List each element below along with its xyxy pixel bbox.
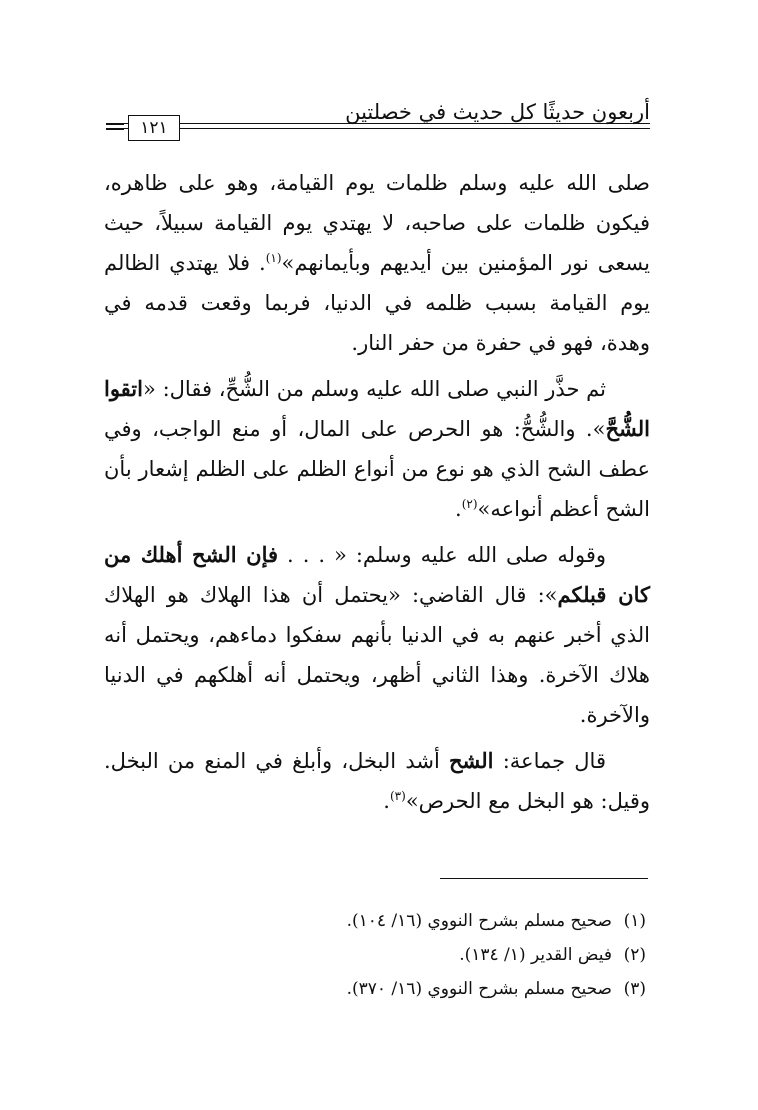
footnote-number: (٣) bbox=[623, 979, 646, 999]
paragraph-text: وقوله صلى الله عليه وسلم: « . . . bbox=[278, 543, 607, 567]
footnote-separator bbox=[440, 878, 648, 879]
footnote-ref-2: (٢) bbox=[461, 497, 478, 511]
paragraph-text: قال جماعة: bbox=[493, 749, 606, 773]
paragraph-text: صلى الله عليه وسلم ظلمات يوم القيامة، وهو على ظاهره، فيكون ظلمات على صاحبه، لا يهتدي يوم القيامة سبيلاً، حيث يسعى نور المؤمنين بين أيديهم وبأيمانهم» bbox=[104, 171, 650, 275]
footnote-number: (٢) bbox=[623, 945, 646, 965]
footnote-text: صحيح مسلم بشرح النووي (١٦/ ١٠٤). bbox=[346, 911, 612, 931]
paragraph-2 bbox=[104, 369, 650, 529]
header-dash bbox=[106, 124, 124, 125]
page-number: ١٢١ bbox=[128, 115, 180, 141]
paragraph-text: »: قال القاضي: «يحتمل أن هذا الهلاك هو الهلاك الذي أخبر عنهم به في الدنيا بأنهم سفكوا دماءهم، ويحتمل أنه هلاك الآخرة. وهذا الثاني أظهر، ويحتمل أنه أهلكهم في الدنيا والآخرة. bbox=[104, 583, 650, 727]
footnotes bbox=[126, 904, 646, 1006]
hadith-quote-bold: اتقوا الشُّحَّ bbox=[104, 376, 650, 441]
footnote-item bbox=[126, 904, 646, 938]
footnote-item bbox=[126, 972, 646, 1006]
paragraph-text: . فلا يهتدي الظالم يوم القيامة بسبب ظلمه في الدنيا، فربما وقعت قدمه في وهدة، فهو في حفرة من حفر النار. bbox=[104, 251, 650, 355]
running-header-title: أربعون حديثًا كل حديث في خصلتين bbox=[345, 100, 650, 124]
term-bold: الشح bbox=[448, 748, 494, 773]
footnote-text: صحيح مسلم بشرح النووي (١٦/ ٣٧٠). bbox=[346, 979, 612, 999]
hadith-quote-bold: فإن الشح أهلك من كان قبلكم bbox=[104, 542, 650, 607]
footnote-text: فيض القدير (١/ ١٣٤). bbox=[459, 945, 612, 965]
paragraph-1 bbox=[104, 163, 650, 363]
paragraph-text: أشد البخل، وأبلغ في المنع من البخل. وقيل: هو البخل مع الحرص» bbox=[104, 749, 650, 813]
paragraph-text: ثم حذَّر النبي صلى الله عليه وسلم من الشُّحِّ، فقال: « bbox=[143, 377, 606, 401]
header-rule-bottom bbox=[106, 128, 650, 129]
body-text bbox=[104, 163, 650, 821]
footnote-ref-3: (٣) bbox=[389, 789, 406, 803]
paragraph-text: . bbox=[455, 497, 462, 521]
paragraph-4 bbox=[104, 741, 650, 821]
paragraph-3 bbox=[104, 535, 650, 735]
paragraph-text: ». والشُّحُّ: هو الحرص على المال، أو منع الواجب، وفي عطف الشح الذي هو نوع من أنواع الظلم على الظلم إشعار بأن الشح أعظم أنواعه» bbox=[104, 417, 650, 521]
paragraph-text: . bbox=[383, 789, 390, 813]
header-rule-top bbox=[106, 123, 650, 124]
header-dash bbox=[106, 129, 124, 130]
footnote-number: (١) bbox=[623, 911, 646, 931]
footnote-item bbox=[126, 938, 646, 972]
footnote-ref-1: (١) bbox=[265, 251, 282, 265]
